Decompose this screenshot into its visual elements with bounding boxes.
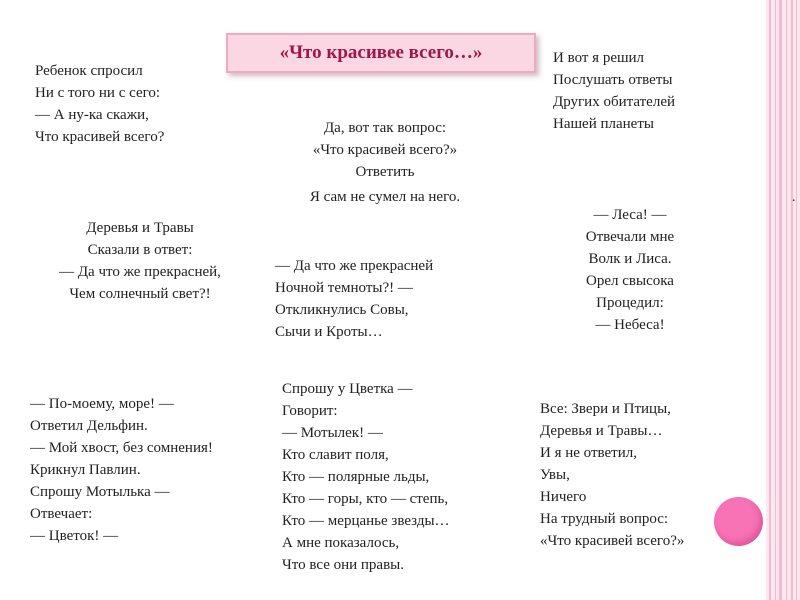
stanza-line: Ответил Дельфин. <box>30 418 148 434</box>
stanza-line: Других обитателей <box>553 94 676 110</box>
stanza-line: «Что красивей всего?» <box>540 533 685 549</box>
stanza-line: Да, вот так вопрос: <box>323 120 447 136</box>
stanza-line: — Да что же прекрасней, <box>59 264 221 280</box>
stanza-line: Спрошу у Цветка — <box>282 381 413 397</box>
stanza-line: Ночной темноты?! — <box>275 280 413 296</box>
stanza-line: «Что красивей всего?» <box>312 142 458 158</box>
stanza-line: Я сам не сумел на него. <box>309 189 461 205</box>
stanza-line: Послушать ответы <box>553 72 673 88</box>
stanza-line: Деревья и Травы… <box>540 423 663 439</box>
decorative-stripe <box>791 0 793 600</box>
stanza-forests <box>555 204 705 336</box>
stanza-line: А мне показалось, <box>282 535 400 551</box>
decorative-stripe <box>769 0 771 600</box>
stanza-line: Увы, <box>540 467 570 483</box>
stanza-line: Ни с того ни с сего: <box>35 85 161 101</box>
stanza-line: Процедил: <box>596 295 664 311</box>
stanza-line: Чем солнечный свет?! <box>69 286 211 302</box>
stanza-line: Деревья и Травы <box>86 220 194 236</box>
stanza-line: Орел свысока <box>586 273 674 289</box>
decorative-stripe <box>786 0 787 600</box>
stanza-line: И я не ответил, <box>540 445 637 461</box>
stanza-line: Крикнул Павлин. <box>30 462 141 478</box>
stanza-question <box>280 117 490 208</box>
stanza-line: — А ну-ка скажи, <box>35 107 149 123</box>
stanza-line: Что все они правы. <box>282 557 404 573</box>
stanza-line: — Да что же прекрасней <box>275 258 434 274</box>
stanza-line: Нашей планеты <box>553 116 654 132</box>
stanza-line: — Мотылек! — <box>282 425 383 441</box>
stanza-line: Ответить <box>355 164 415 180</box>
stanza-line: Сычи и Кроты… <box>275 324 383 340</box>
stanza-trees <box>25 217 255 305</box>
stanza-line: — Цветок! — <box>30 528 119 544</box>
stanza-line: Ничего <box>540 489 587 505</box>
stanza-line: Кто — горы, кто — степь, <box>282 491 449 507</box>
stanza-line: Все: Звери и Птицы, <box>540 401 671 417</box>
stanza-line: Откликнулись Совы, <box>275 302 409 318</box>
stanza-flower <box>282 378 450 576</box>
stanza-line: И вот я решил <box>553 50 645 66</box>
decorative-stripe <box>796 0 797 600</box>
stanza-line: Что красивей всего? <box>35 129 165 145</box>
stanza-owls <box>275 255 433 343</box>
decorative-stripe <box>775 0 776 600</box>
stanza-line: Кто — полярные льды, <box>282 469 430 485</box>
stanza-line: — Небеса! <box>595 317 665 333</box>
stanza-line: Отвечает: <box>30 506 93 522</box>
decorative-stripe <box>779 0 782 600</box>
stanza-line: Кто — мерцанье звезды… <box>282 513 450 529</box>
stanza-line: — По-моему, море! — <box>30 396 174 412</box>
decorative-pink-circle <box>714 497 763 546</box>
stanza-child-asked <box>35 60 164 148</box>
stanza-line: Волк и Лиса. <box>588 251 672 267</box>
stanza-all <box>540 398 684 552</box>
stanza-decided <box>553 47 675 135</box>
stanza-line: Ребенок спросил <box>35 63 143 79</box>
side-dot-mark: . <box>792 190 796 205</box>
decorative-stripe-zone <box>766 0 800 600</box>
stanza-sea <box>30 393 213 547</box>
stanza-line: Кто славит поля, <box>282 447 389 463</box>
stanza-line: Говорит: <box>282 403 338 419</box>
stanza-line: На трудный вопрос: <box>540 511 669 527</box>
stanza-line: Отвечали мне <box>585 229 675 245</box>
stanza-line: Спрошу Мотылька — <box>30 484 170 500</box>
slide-title: «Что красивее всего…» <box>226 33 536 73</box>
stanza-line: — Мой хвост, без сомнения! <box>30 440 213 456</box>
stanza-line: — Леса! — <box>593 207 667 223</box>
stanza-line: Сказали в ответ: <box>87 242 193 258</box>
